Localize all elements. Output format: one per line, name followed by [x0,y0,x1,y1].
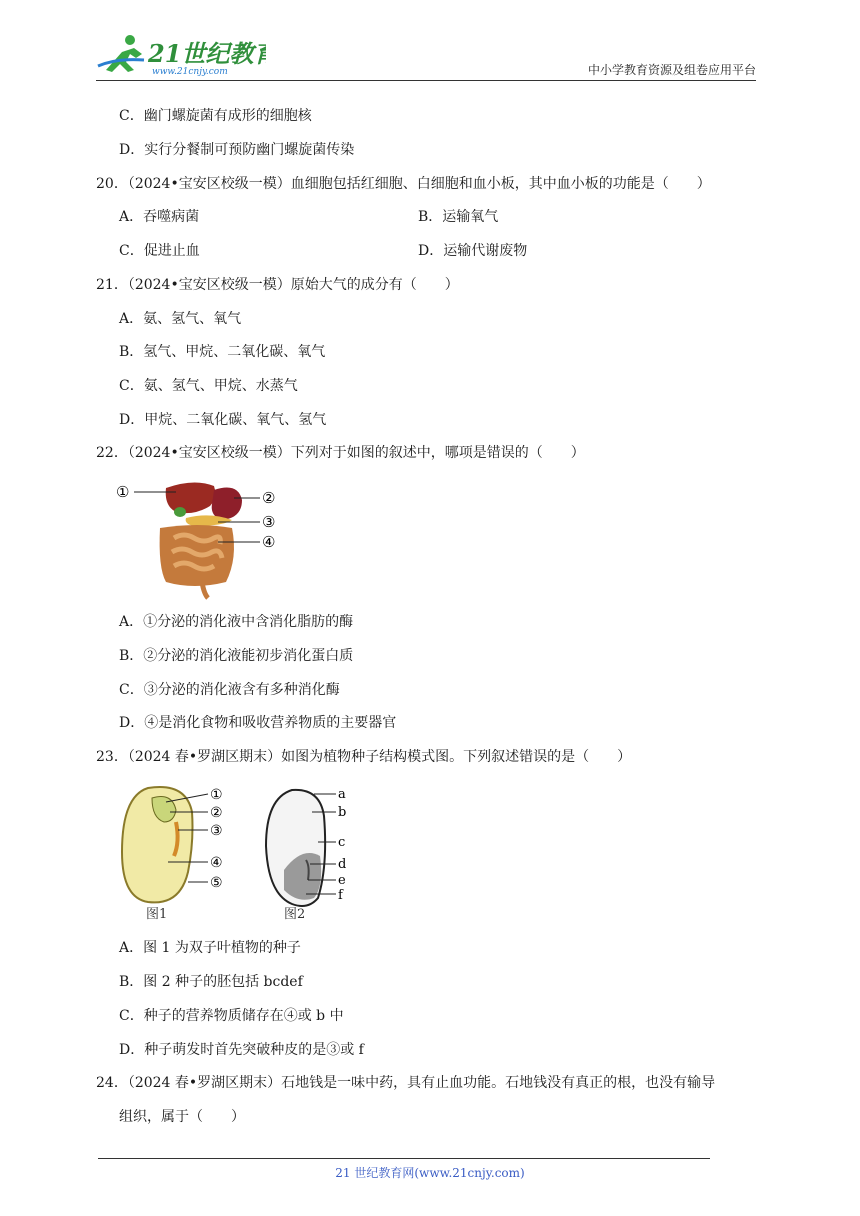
question-24-cont: 组织，属于（ ） [119,1109,245,1125]
site-logo [96,30,266,78]
question-21: 21．（2024•宝安区校级一模）原始大气的成分有（ ） [96,277,459,293]
seed1-label-3: ③ [210,823,223,839]
q22-option-b: B．②分泌的消化液能初步消化蛋白质 [119,648,354,664]
seed-figure-1 [118,782,240,922]
seed1-label-2: ② [210,805,223,821]
digestive-label-4: ④ [262,533,276,551]
q21-option-d: D．甲烷、二氧化碳、氧气、氢气 [119,412,327,428]
q20-option-a: A．吞噬病菌 [119,209,200,225]
q23-option-a: A．图 1 为双子叶植物的种子 [119,940,301,956]
question-22: 22．（2024•宝安区校级一模）下列对于如图的叙述中，哪项是错误的（ ） [96,445,585,461]
question-24: 24．（2024 春•罗湖区期末）石地钱是一味中药，具有止血功能。石地钱没有真正的根，也没有输导 [96,1075,716,1091]
q21-option-b: B．氢气、甲烷、二氧化碳、氧气 [119,344,326,360]
seed2-label-e: e [338,873,346,888]
q21-option-c: C．氨、氢气、甲烷、水蒸气 [119,378,298,394]
q23-option-c: C．种子的营养物质储存在④或 b 中 [119,1008,344,1024]
logo-sub-text: www.21cnjy.com [152,67,228,77]
footer-divider [98,1158,710,1159]
digestive-system-figure [114,478,294,602]
liver-shape [166,482,216,513]
stomach-shape [212,488,242,520]
q23-option-b: B．图 2 种子的胚包括 bcdef [119,974,303,990]
digestive-label-2: ② [262,489,276,507]
seed2-label-d: d [338,857,347,872]
runner-icon [98,35,144,72]
seed1-caption: 图1 [146,907,168,922]
q23-option-d: D．种子萌发时首先突破种皮的是③或 f [119,1042,364,1058]
gallbladder-shape [174,507,186,517]
seed2-label-c: c [338,835,346,850]
q20-option-b: B．运输氧气 [418,209,499,225]
logo-main-text: 21世纪教育 [148,39,266,68]
q22-option-d: D．④是消化食物和吸收营养物质的主要器官 [119,715,397,731]
seed-figure-2 [262,786,362,922]
option-c-prev: C．幽门螺旋菌有成形的细胞核 [119,108,312,124]
seed2-caption: 图2 [284,907,306,922]
header-divider [96,80,756,81]
q22-option-c: C．③分泌的消化液含有多种消化酶 [119,682,340,698]
seed1-label-1: ① [210,787,223,803]
question-20: 20．（2024•宝安区校级一模）血细胞包括红细胞、白细胞和血小板，其中血小板的功能是（ ） [96,176,711,192]
q20-option-d: D．运输代谢废物 [418,243,528,259]
question-23: 23．（2024 春•罗湖区期末）如图为植物种子结构模式图。下列叙述错误的是（ ） [96,749,632,765]
seed2-label-b: b [338,805,347,820]
q22-option-a: A．①分泌的消化液中含消化脂肪的酶 [119,614,354,630]
seed1-label-5: ⑤ [210,875,223,891]
seed1-label-4: ④ [210,855,223,871]
q20-option-c: C．促进止血 [119,243,200,259]
option-d-prev: D．实行分餐制可预防幽门螺旋菌传染 [119,142,355,158]
seed2-label-a: a [338,787,346,802]
seed2-label-f: f [338,888,343,903]
q21-option-a: A．氨、氢气、氧气 [119,311,242,327]
digestive-label-1: ① [116,483,130,501]
digestive-label-3: ③ [262,513,276,531]
footer-link[interactable]: 21 世纪教育网(www.21cnjy.com) [335,1166,525,1180]
platform-name: 中小学教育资源及组卷应用平台 [587,63,756,77]
